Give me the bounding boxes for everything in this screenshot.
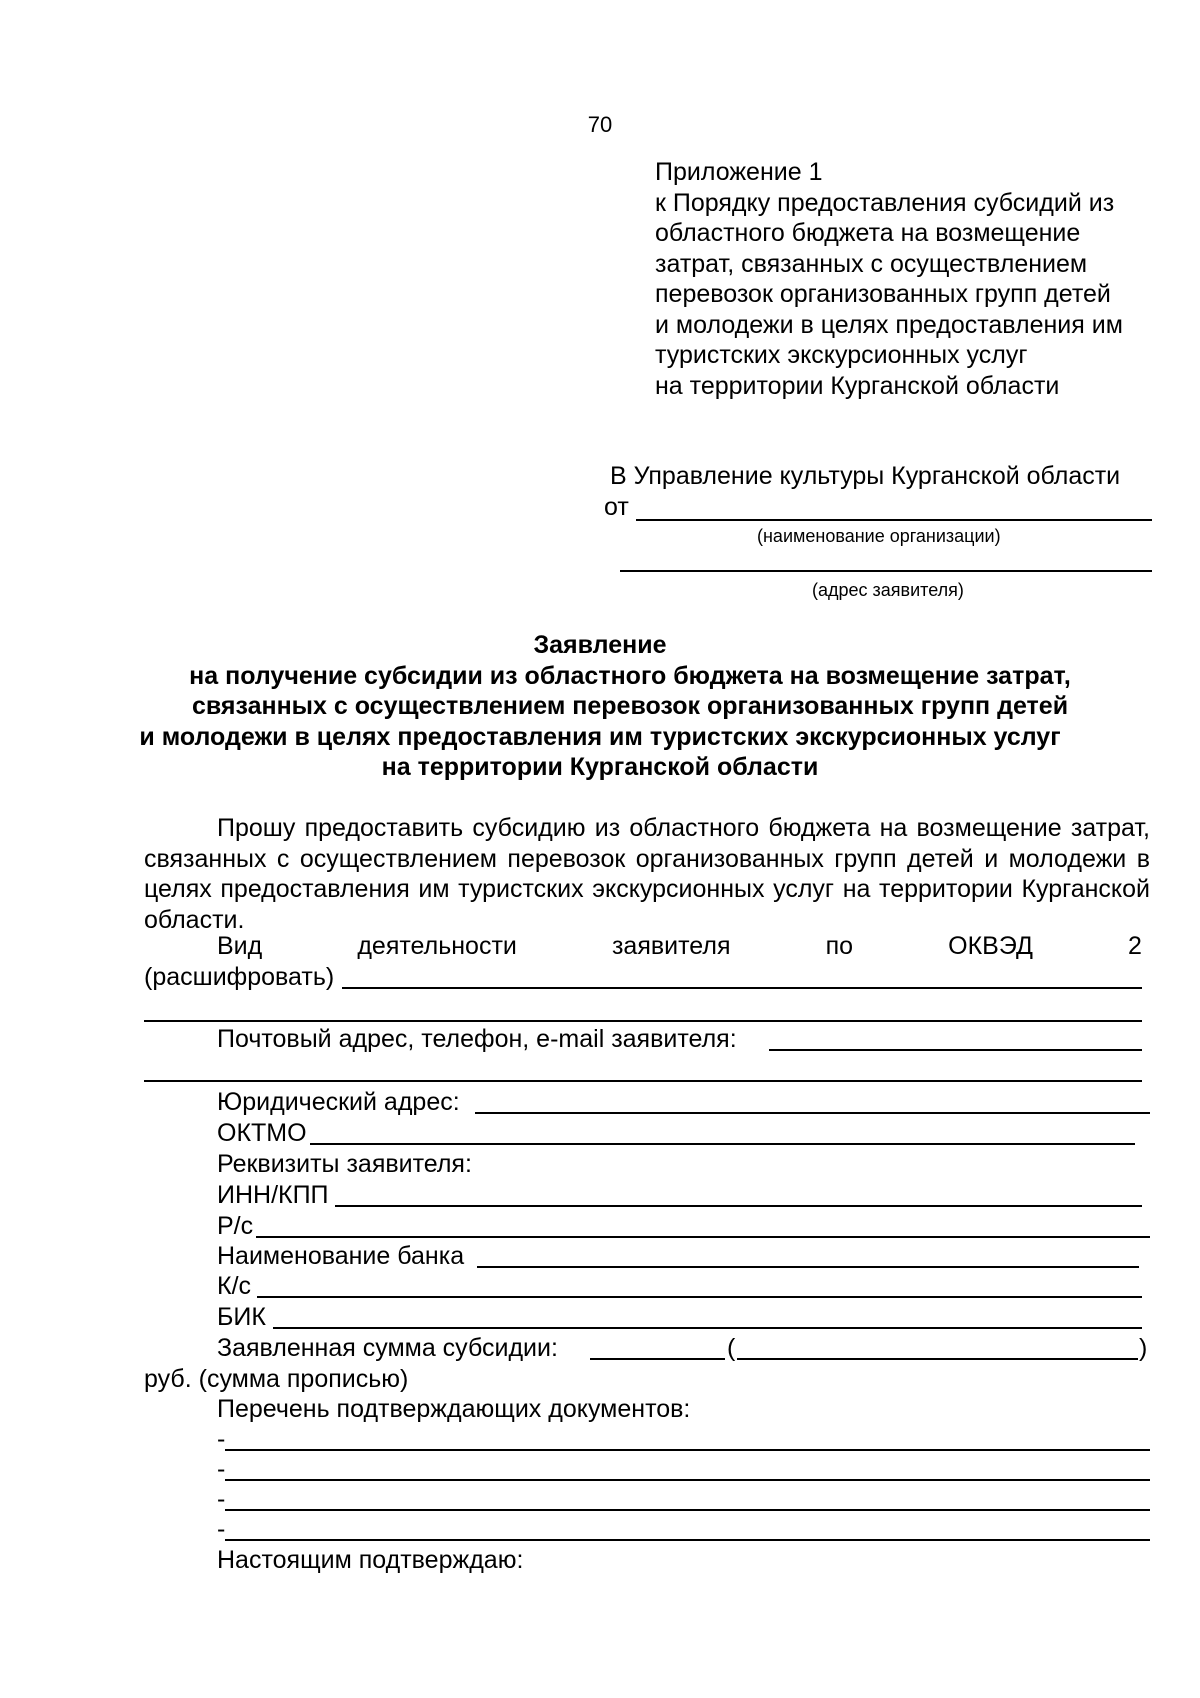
document-row: [217, 1455, 1150, 1483]
address-caption: (адрес заявителя): [812, 580, 964, 600]
postal-field[interactable]: [769, 1049, 1142, 1051]
appendix-line: на территории Курганской области: [655, 371, 1060, 400]
document-field[interactable]: [225, 1479, 1150, 1481]
sum-row: [217, 1334, 1150, 1362]
oktmo-field[interactable]: [310, 1143, 1135, 1145]
inn-row: [217, 1181, 1142, 1209]
okved-word: 2: [1128, 932, 1142, 960]
bank-label: Наименование банка: [217, 1242, 465, 1270]
appendix-line: Приложение 1: [655, 158, 823, 186]
rs-field[interactable]: [256, 1236, 1150, 1238]
appendix-line: перевозок организованных групп детей: [655, 280, 1111, 308]
document-dash: -: [217, 1485, 226, 1513]
document-field[interactable]: [225, 1449, 1150, 1451]
document-title: [0, 630, 1200, 783]
document-field[interactable]: [225, 1539, 1150, 1541]
organization-name-field[interactable]: [636, 519, 1152, 521]
document-row: [217, 1425, 1150, 1453]
rs-label: Р/с: [217, 1212, 254, 1240]
addressee-to: В Управление культуры Курганской области: [610, 462, 1121, 490]
okved-word: ОКВЭД: [948, 932, 1033, 960]
title-line: и молодежи в целях предоставления им туристских экскурсионных услуг: [139, 722, 1061, 751]
appendix-line: к Порядку предоставления субсидий из: [655, 188, 1115, 217]
document-field[interactable]: [225, 1509, 1150, 1511]
okved-word: по: [825, 932, 854, 960]
appendix-block: [655, 157, 1123, 401]
appendix-line: туристских экскурсионных услуг: [655, 341, 1028, 369]
document-row: [217, 1485, 1150, 1513]
inn-field[interactable]: [335, 1205, 1142, 1207]
legal-address-label: Юридический адрес:: [217, 1088, 460, 1116]
okved-word: Вид: [217, 932, 263, 960]
confirm-label: Настоящим подтверждаю:: [217, 1546, 524, 1574]
ks-label: К/с: [217, 1272, 252, 1300]
postal-row: [217, 1025, 1142, 1053]
from-row: [604, 493, 1152, 523]
title-heading: Заявление: [533, 631, 667, 659]
sum-caption: руб. (сумма прописью): [144, 1365, 409, 1393]
applicant-address-field[interactable]: [620, 570, 1152, 572]
document-dash: -: [217, 1515, 226, 1543]
documents-label: Перечень подтверждающих документов:: [217, 1395, 691, 1423]
okved-field[interactable]: [342, 987, 1142, 989]
appendix-line: областного бюджета на возмещение: [655, 219, 1081, 247]
okved-row: [144, 963, 1142, 991]
organization-caption: (наименование организации): [757, 526, 1001, 546]
ks-field[interactable]: [257, 1296, 1142, 1298]
rs-row: [217, 1212, 1150, 1240]
sum-label: Заявленная сумма субсидии:: [217, 1334, 558, 1362]
bik-field[interactable]: [273, 1327, 1142, 1329]
sum-close-paren: ): [1139, 1334, 1148, 1362]
okved-continuation-field[interactable]: [144, 1020, 1142, 1022]
okved-suffix: (расшифровать): [144, 963, 335, 991]
postal-label: Почтовый адрес, телефон, e-mail заявителя:: [217, 1025, 737, 1053]
postal-continuation-field[interactable]: [144, 1080, 1142, 1082]
title-line: связанных с осуществлением перевозок организованных групп детей: [191, 692, 1069, 720]
document-dash: -: [217, 1425, 226, 1453]
sum-open-paren: (: [727, 1334, 736, 1362]
request-text: Прошу предоставить субсидию из областного бюджета на возмещение затрат, связанных с осуществлением перевозок организованных групп детей и молодежи в целях предоставления им туристских экскурсионных услуг на территории Курганской области.: [144, 814, 1150, 934]
inn-label: ИНН/КПП: [217, 1181, 329, 1209]
appendix-line: и молодежи в целях предоставления им: [655, 310, 1123, 339]
bank-row: [217, 1242, 1139, 1270]
from-label: от: [604, 493, 629, 521]
document-dash: -: [217, 1455, 226, 1483]
sum-words-field[interactable]: [737, 1358, 1138, 1360]
ks-row: [217, 1272, 1142, 1300]
title-line: на получение субсидии из областного бюджета на возмещение затрат,: [189, 661, 1071, 690]
sum-amount-field[interactable]: [590, 1358, 725, 1360]
appendix-line: затрат, связанных с осуществлением: [655, 249, 1088, 278]
bik-row: [217, 1303, 1142, 1331]
request-paragraph: [144, 813, 1150, 935]
bank-field[interactable]: [477, 1266, 1139, 1268]
page-number: 70: [587, 112, 613, 137]
requisites-label: Реквизиты заявителя:: [217, 1150, 472, 1178]
document-row: [217, 1515, 1150, 1543]
legal-address-field[interactable]: [475, 1112, 1150, 1114]
okved-word: заявителя: [611, 932, 731, 960]
okved-line: [217, 932, 1142, 961]
oktmo-row: [217, 1119, 1135, 1147]
bik-label: БИК: [217, 1303, 266, 1331]
legal-address-row: [217, 1088, 1150, 1116]
okved-word: деятельности: [357, 932, 517, 960]
oktmo-label: ОКТМО: [217, 1119, 307, 1147]
title-line: на территории Курганской области: [381, 753, 819, 781]
